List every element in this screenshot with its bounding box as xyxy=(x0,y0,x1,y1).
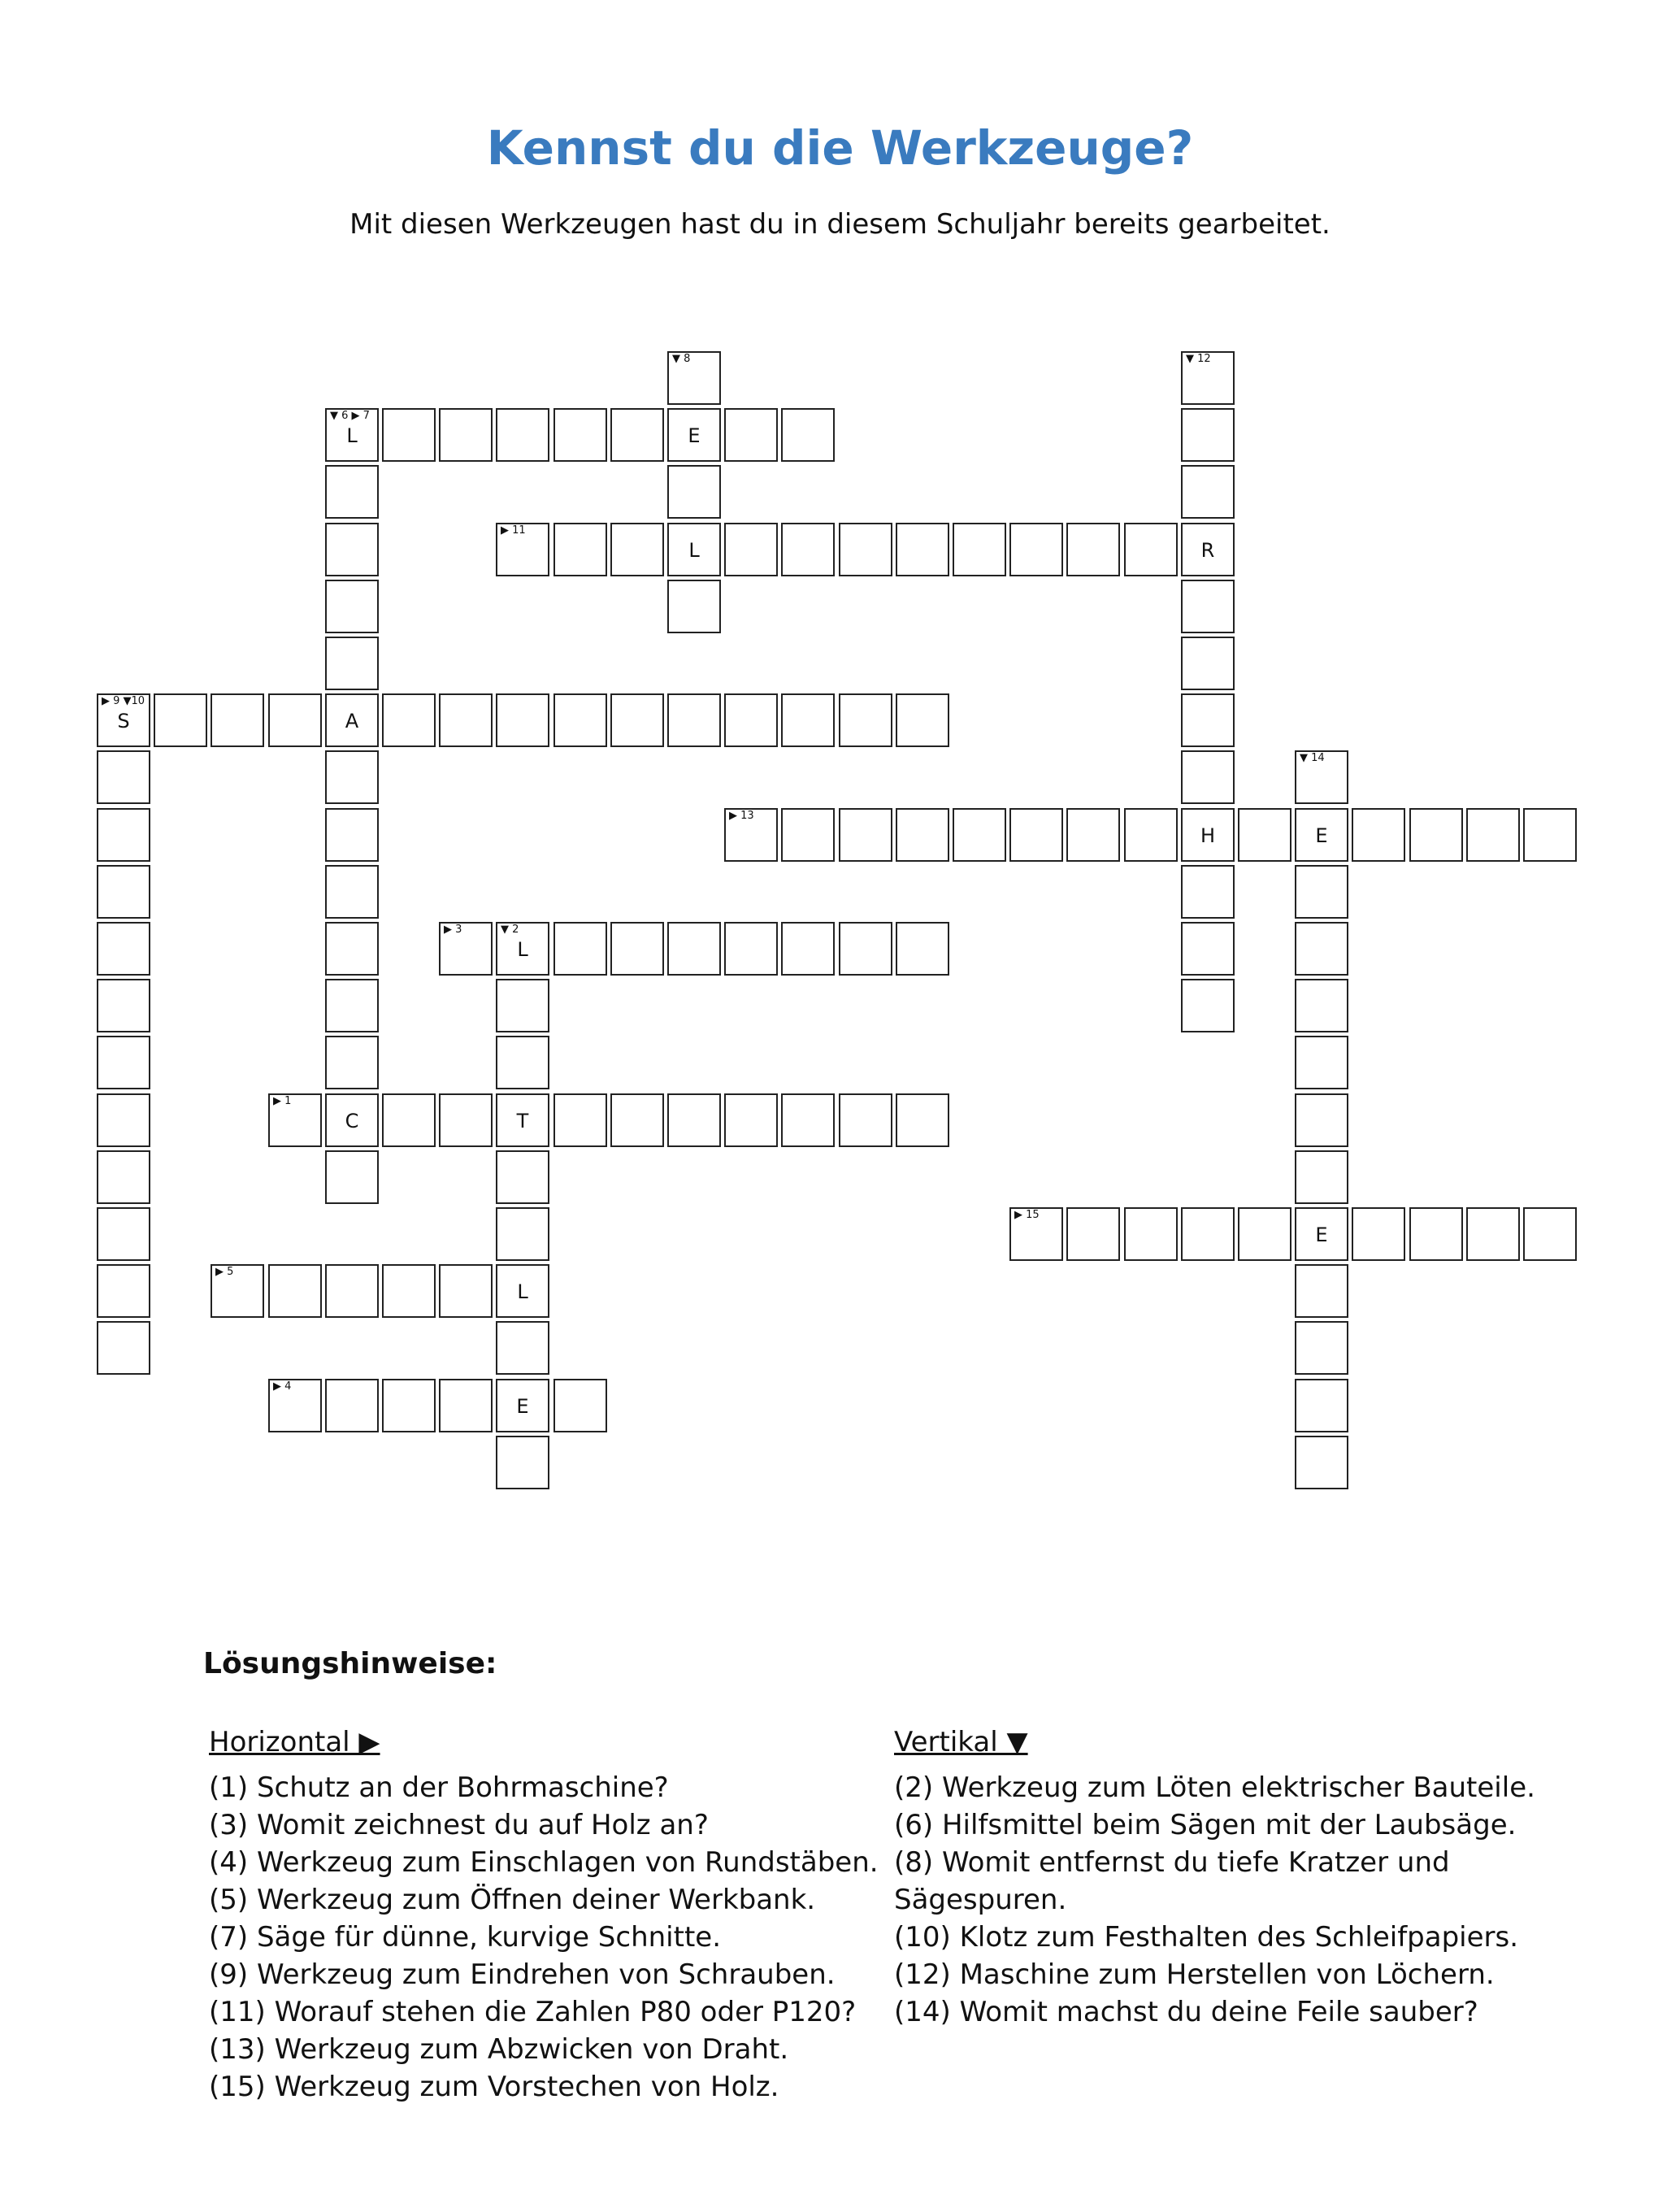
given-letter: L xyxy=(346,424,358,447)
crossword-cell[interactable] xyxy=(97,1264,150,1318)
horizontal-clue: (4) Werkzeug zum Einschlagen von Rundstäben. xyxy=(209,1846,879,1879)
crossword-cell[interactable] xyxy=(382,1264,436,1318)
crossword-cell[interactable] xyxy=(382,408,436,462)
crossword-cell[interactable] xyxy=(439,922,493,976)
crossword-cell[interactable] xyxy=(953,523,1006,576)
horizontal-clue: (9) Werkzeug zum Eindrehen von Schrauben. xyxy=(209,1958,836,1991)
crossword-cell[interactable] xyxy=(325,465,379,519)
crossword-cell[interactable] xyxy=(97,750,150,804)
given-letter: E xyxy=(1315,1224,1328,1246)
horizontal-clue: (13) Werkzeug zum Abzwicken von Draht. xyxy=(209,2033,789,2066)
crossword-cell[interactable] xyxy=(382,1093,436,1147)
crossword-cell[interactable] xyxy=(97,1093,150,1147)
crossword-cell[interactable] xyxy=(496,979,549,1032)
crossword-cell[interactable] xyxy=(896,693,949,747)
crossword-cell[interactable] xyxy=(667,1093,721,1147)
crossword-cell[interactable] xyxy=(268,1093,322,1147)
clue-number: ▶ 4 xyxy=(273,1380,292,1393)
crossword-cell[interactable] xyxy=(268,1264,322,1318)
crossword-cell[interactable] xyxy=(1466,1207,1520,1261)
clue-number: ▼ 8 xyxy=(672,353,691,365)
crossword-cell[interactable] xyxy=(211,1264,264,1318)
vertical-clue: (8) Womit entfernst du tiefe Kratzer und Sägespuren. xyxy=(894,1846,1450,1916)
given-letter: E xyxy=(688,424,701,447)
crossword-cell[interactable] xyxy=(382,693,436,747)
horizontal-clue: (1) Schutz an der Bohrmaschine? xyxy=(209,1771,669,1804)
crossword-cell[interactable] xyxy=(325,1093,379,1147)
crossword-cell[interactable] xyxy=(896,1093,949,1147)
crossword-cell[interactable] xyxy=(724,808,778,862)
crossword-cell[interactable] xyxy=(268,693,322,747)
clue-number: ▶ 11 xyxy=(501,524,526,537)
crossword-cell[interactable] xyxy=(325,408,379,462)
clue-number: ▶ 5 xyxy=(215,1266,234,1278)
crossword-cell[interactable] xyxy=(1009,523,1063,576)
horizontal-heading: Horizontal ▶ xyxy=(209,1726,380,1758)
horizontal-clue: (7) Säge für dünne, kurvige Schnitte. xyxy=(209,1921,722,1954)
crossword-cell[interactable] xyxy=(496,693,549,747)
crossword-cell[interactable] xyxy=(781,408,835,462)
crossword-cell[interactable] xyxy=(325,1036,379,1089)
crossword-cell[interactable] xyxy=(1066,808,1120,862)
crossword-cell[interactable] xyxy=(325,580,379,633)
crossword-cell[interactable] xyxy=(496,1379,549,1432)
crossword-cell[interactable] xyxy=(325,922,379,976)
crossword-cell[interactable] xyxy=(781,922,835,976)
crossword-cell[interactable] xyxy=(781,808,835,862)
crossword-cell[interactable] xyxy=(610,922,664,976)
horizontal-clues xyxy=(209,1723,908,2106)
crossword-cell[interactable] xyxy=(1181,408,1235,462)
crossword-cell[interactable] xyxy=(325,637,379,690)
crossword-cell[interactable] xyxy=(268,1379,322,1432)
crossword-cell[interactable] xyxy=(553,1093,607,1147)
crossword-cell[interactable] xyxy=(1066,1207,1120,1261)
crossword-cell[interactable] xyxy=(1295,1379,1348,1432)
crossword-cell[interactable] xyxy=(325,1264,379,1318)
given-letter: S xyxy=(117,710,130,732)
crossword-cell[interactable] xyxy=(553,408,607,462)
crossword-cell[interactable] xyxy=(781,523,835,576)
given-letter: L xyxy=(517,938,528,961)
crossword-cell[interactable] xyxy=(724,408,778,462)
crossword-cell[interactable] xyxy=(896,922,949,976)
crossword-cell[interactable] xyxy=(953,808,1006,862)
crossword-cell[interactable] xyxy=(325,808,379,862)
crossword-cell[interactable] xyxy=(1066,523,1120,576)
clue-number: ▼ 14 xyxy=(1300,752,1325,764)
crossword-cell[interactable] xyxy=(896,808,949,862)
crossword-cell[interactable] xyxy=(724,693,778,747)
given-letter: L xyxy=(517,1280,528,1303)
crossword-cell[interactable] xyxy=(839,1093,892,1147)
crossword-cell[interactable] xyxy=(97,1321,150,1375)
given-letter: E xyxy=(516,1395,529,1418)
crossword-cell[interactable] xyxy=(496,523,549,576)
crossword-cell[interactable] xyxy=(1238,808,1291,862)
crossword-cell[interactable] xyxy=(154,693,207,747)
crossword-cell[interactable] xyxy=(896,523,949,576)
vertical-clue: (10) Klotz zum Festhalten des Schleifpapiers. xyxy=(894,1921,1519,1954)
crossword-cell[interactable] xyxy=(439,408,493,462)
crossword-cell[interactable] xyxy=(781,693,835,747)
crossword-cell[interactable] xyxy=(839,808,892,862)
horizontal-clue: (15) Werkzeug zum Vorstechen von Holz. xyxy=(209,2071,779,2103)
crossword-cell[interactable] xyxy=(439,1093,493,1147)
crossword-cell[interactable] xyxy=(1181,637,1235,690)
crossword-cell[interactable] xyxy=(1181,465,1235,519)
crossword-cell[interactable] xyxy=(1409,1207,1463,1261)
crossword-cell[interactable] xyxy=(724,1093,778,1147)
crossword-cell[interactable] xyxy=(496,1207,549,1261)
clue-number: ▶ 1 xyxy=(273,1095,292,1107)
crossword-cell[interactable] xyxy=(610,523,664,576)
crossword-cell[interactable] xyxy=(724,523,778,576)
crossword-cell[interactable] xyxy=(325,693,379,747)
crossword-cell[interactable] xyxy=(667,922,721,976)
hints-heading: Lösungshinweise: xyxy=(203,1647,497,1680)
crossword-cell[interactable] xyxy=(1181,1207,1235,1261)
page-subtitle: Mit diesen Werkzeugen hast du in diesem Schuljahr bereits gearbeitet. xyxy=(349,208,1331,241)
crossword-cell[interactable] xyxy=(553,1379,607,1432)
crossword-cell[interactable] xyxy=(496,1093,549,1147)
given-letter: A xyxy=(345,710,359,732)
crossword-cell[interactable] xyxy=(1181,808,1235,862)
crossword-cell[interactable] xyxy=(97,808,150,862)
crossword-cell[interactable] xyxy=(1181,922,1235,976)
crossword-cell[interactable] xyxy=(97,922,150,976)
crossword-cell[interactable] xyxy=(1295,1321,1348,1375)
crossword-cell[interactable] xyxy=(1523,808,1577,862)
given-letter: H xyxy=(1200,824,1216,847)
crossword-cell[interactable] xyxy=(1009,808,1063,862)
crossword-cell[interactable] xyxy=(667,580,721,633)
crossword-cell[interactable] xyxy=(1409,808,1463,862)
crossword-cell[interactable] xyxy=(781,1093,835,1147)
vertical-clue: (6) Hilfsmittel beim Sägen mit der Laubsäge. xyxy=(894,1809,1517,1841)
crossword-cell[interactable] xyxy=(325,750,379,804)
crossword-cell[interactable] xyxy=(553,693,607,747)
vertical-heading: Vertikal ▼ xyxy=(894,1726,1028,1758)
crossword-cell[interactable] xyxy=(1295,922,1348,976)
crossword-cell[interactable] xyxy=(496,1436,549,1489)
crossword-cell[interactable] xyxy=(667,523,721,576)
given-letter: L xyxy=(688,539,700,562)
vertical-clue: (14) Womit machst du deine Feile sauber? xyxy=(894,1996,1478,2028)
crossword-cell[interactable] xyxy=(1181,580,1235,633)
crossword-cell[interactable] xyxy=(1295,1436,1348,1489)
crossword-cell[interactable] xyxy=(610,1093,664,1147)
crossword-cell[interactable] xyxy=(667,351,721,405)
crossword-cell[interactable] xyxy=(1295,808,1348,862)
crossword-cell[interactable] xyxy=(1181,351,1235,405)
crossword-cell[interactable] xyxy=(97,979,150,1032)
crossword-cell[interactable] xyxy=(1295,979,1348,1032)
crossword-cell[interactable] xyxy=(1009,1207,1063,1261)
given-letter: C xyxy=(345,1110,359,1132)
crossword-cell[interactable] xyxy=(610,693,664,747)
horizontal-clue: (5) Werkzeug zum Öffnen deiner Werkbank. xyxy=(209,1884,816,1916)
crossword-cell[interactable] xyxy=(1181,523,1235,576)
vertical-clue: (2) Werkzeug zum Löten elektrischer Bauteile. xyxy=(894,1771,1535,1804)
crossword-cell[interactable] xyxy=(839,693,892,747)
crossword-cell[interactable] xyxy=(1181,865,1235,919)
crossword-cell[interactable] xyxy=(1523,1207,1577,1261)
page-title: Kennst du die Werkzeuge? xyxy=(486,120,1194,176)
crossword-cell[interactable] xyxy=(839,523,892,576)
horizontal-clue-list xyxy=(209,1769,908,2106)
crossword-cell[interactable] xyxy=(1181,693,1235,747)
crossword-cell[interactable] xyxy=(97,693,150,747)
crossword-cell[interactable] xyxy=(325,865,379,919)
crossword-cell[interactable] xyxy=(325,1150,379,1204)
crossword-cell[interactable] xyxy=(1124,1207,1178,1261)
crossword-cell[interactable] xyxy=(1295,1207,1348,1261)
crossword-cell[interactable] xyxy=(439,1379,493,1432)
crossword-cell[interactable] xyxy=(97,1207,150,1261)
clue-number: ▼ 12 xyxy=(1186,353,1211,365)
crossword-cell[interactable] xyxy=(839,922,892,976)
crossword-cell[interactable] xyxy=(325,1379,379,1432)
crossword-cell[interactable] xyxy=(1352,1207,1405,1261)
crossword-cell[interactable] xyxy=(667,693,721,747)
crossword-cell[interactable] xyxy=(496,408,549,462)
crossword-cell[interactable] xyxy=(496,1321,549,1375)
crossword-cell[interactable] xyxy=(1295,1150,1348,1204)
clue-number: ▼ 2 xyxy=(501,924,519,936)
vertical-clues xyxy=(894,1723,1593,2031)
crossword-cell[interactable] xyxy=(1466,808,1520,862)
vertical-clue: (12) Maschine zum Herstellen von Löchern. xyxy=(894,1958,1495,1991)
crossword-cell[interactable] xyxy=(1295,1264,1348,1318)
crossword-cell[interactable] xyxy=(211,693,264,747)
crossword-cell[interactable] xyxy=(1295,750,1348,804)
clue-number: ▶ 15 xyxy=(1014,1209,1040,1221)
crossword-cell[interactable] xyxy=(553,922,607,976)
crossword-cell[interactable] xyxy=(1124,523,1178,576)
crossword-cell[interactable] xyxy=(1238,1207,1291,1261)
crossword-cell[interactable] xyxy=(496,922,549,976)
crossword-cell[interactable] xyxy=(667,408,721,462)
given-letter: T xyxy=(516,1110,529,1132)
crossword-cell[interactable] xyxy=(1352,808,1405,862)
clue-number: ▶ 3 xyxy=(444,924,462,936)
crossword-cell[interactable] xyxy=(97,1150,150,1204)
crossword-cell[interactable] xyxy=(667,465,721,519)
crossword-cell[interactable] xyxy=(439,693,493,747)
given-letter: E xyxy=(1315,824,1328,847)
crossword-cell[interactable] xyxy=(1295,865,1348,919)
clue-number: ▶ 13 xyxy=(729,810,754,822)
vertical-clue-list xyxy=(894,1769,1593,2031)
clue-number: ▼ 6 ▶ 7 xyxy=(330,410,370,422)
crossword-cell[interactable] xyxy=(1295,1036,1348,1089)
crossword-cell[interactable] xyxy=(325,523,379,576)
crossword-cell[interactable] xyxy=(610,408,664,462)
given-letter: R xyxy=(1200,539,1215,562)
horizontal-clue: (11) Worauf stehen die Zahlen P80 oder P120? xyxy=(209,1996,857,2028)
crossword-cell[interactable] xyxy=(1181,979,1235,1032)
crossword-cell[interactable] xyxy=(496,1150,549,1204)
crossword-cell[interactable] xyxy=(97,1036,150,1089)
crossword-cell[interactable] xyxy=(724,922,778,976)
crossword-cell[interactable] xyxy=(496,1264,549,1318)
crossword-cell[interactable] xyxy=(1124,808,1178,862)
crossword-cell[interactable] xyxy=(325,979,379,1032)
crossword-cell[interactable] xyxy=(553,523,607,576)
horizontal-clue: (3) Womit zeichnest du auf Holz an? xyxy=(209,1809,709,1841)
clue-number: ▶ 9 ▼10 xyxy=(102,695,145,707)
crossword-cell[interactable] xyxy=(1295,1093,1348,1147)
crossword-cell[interactable] xyxy=(1181,750,1235,804)
crossword-cell[interactable] xyxy=(496,1036,549,1089)
crossword-cell[interactable] xyxy=(97,865,150,919)
crossword-cell[interactable] xyxy=(439,1264,493,1318)
crossword-cell[interactable] xyxy=(382,1379,436,1432)
